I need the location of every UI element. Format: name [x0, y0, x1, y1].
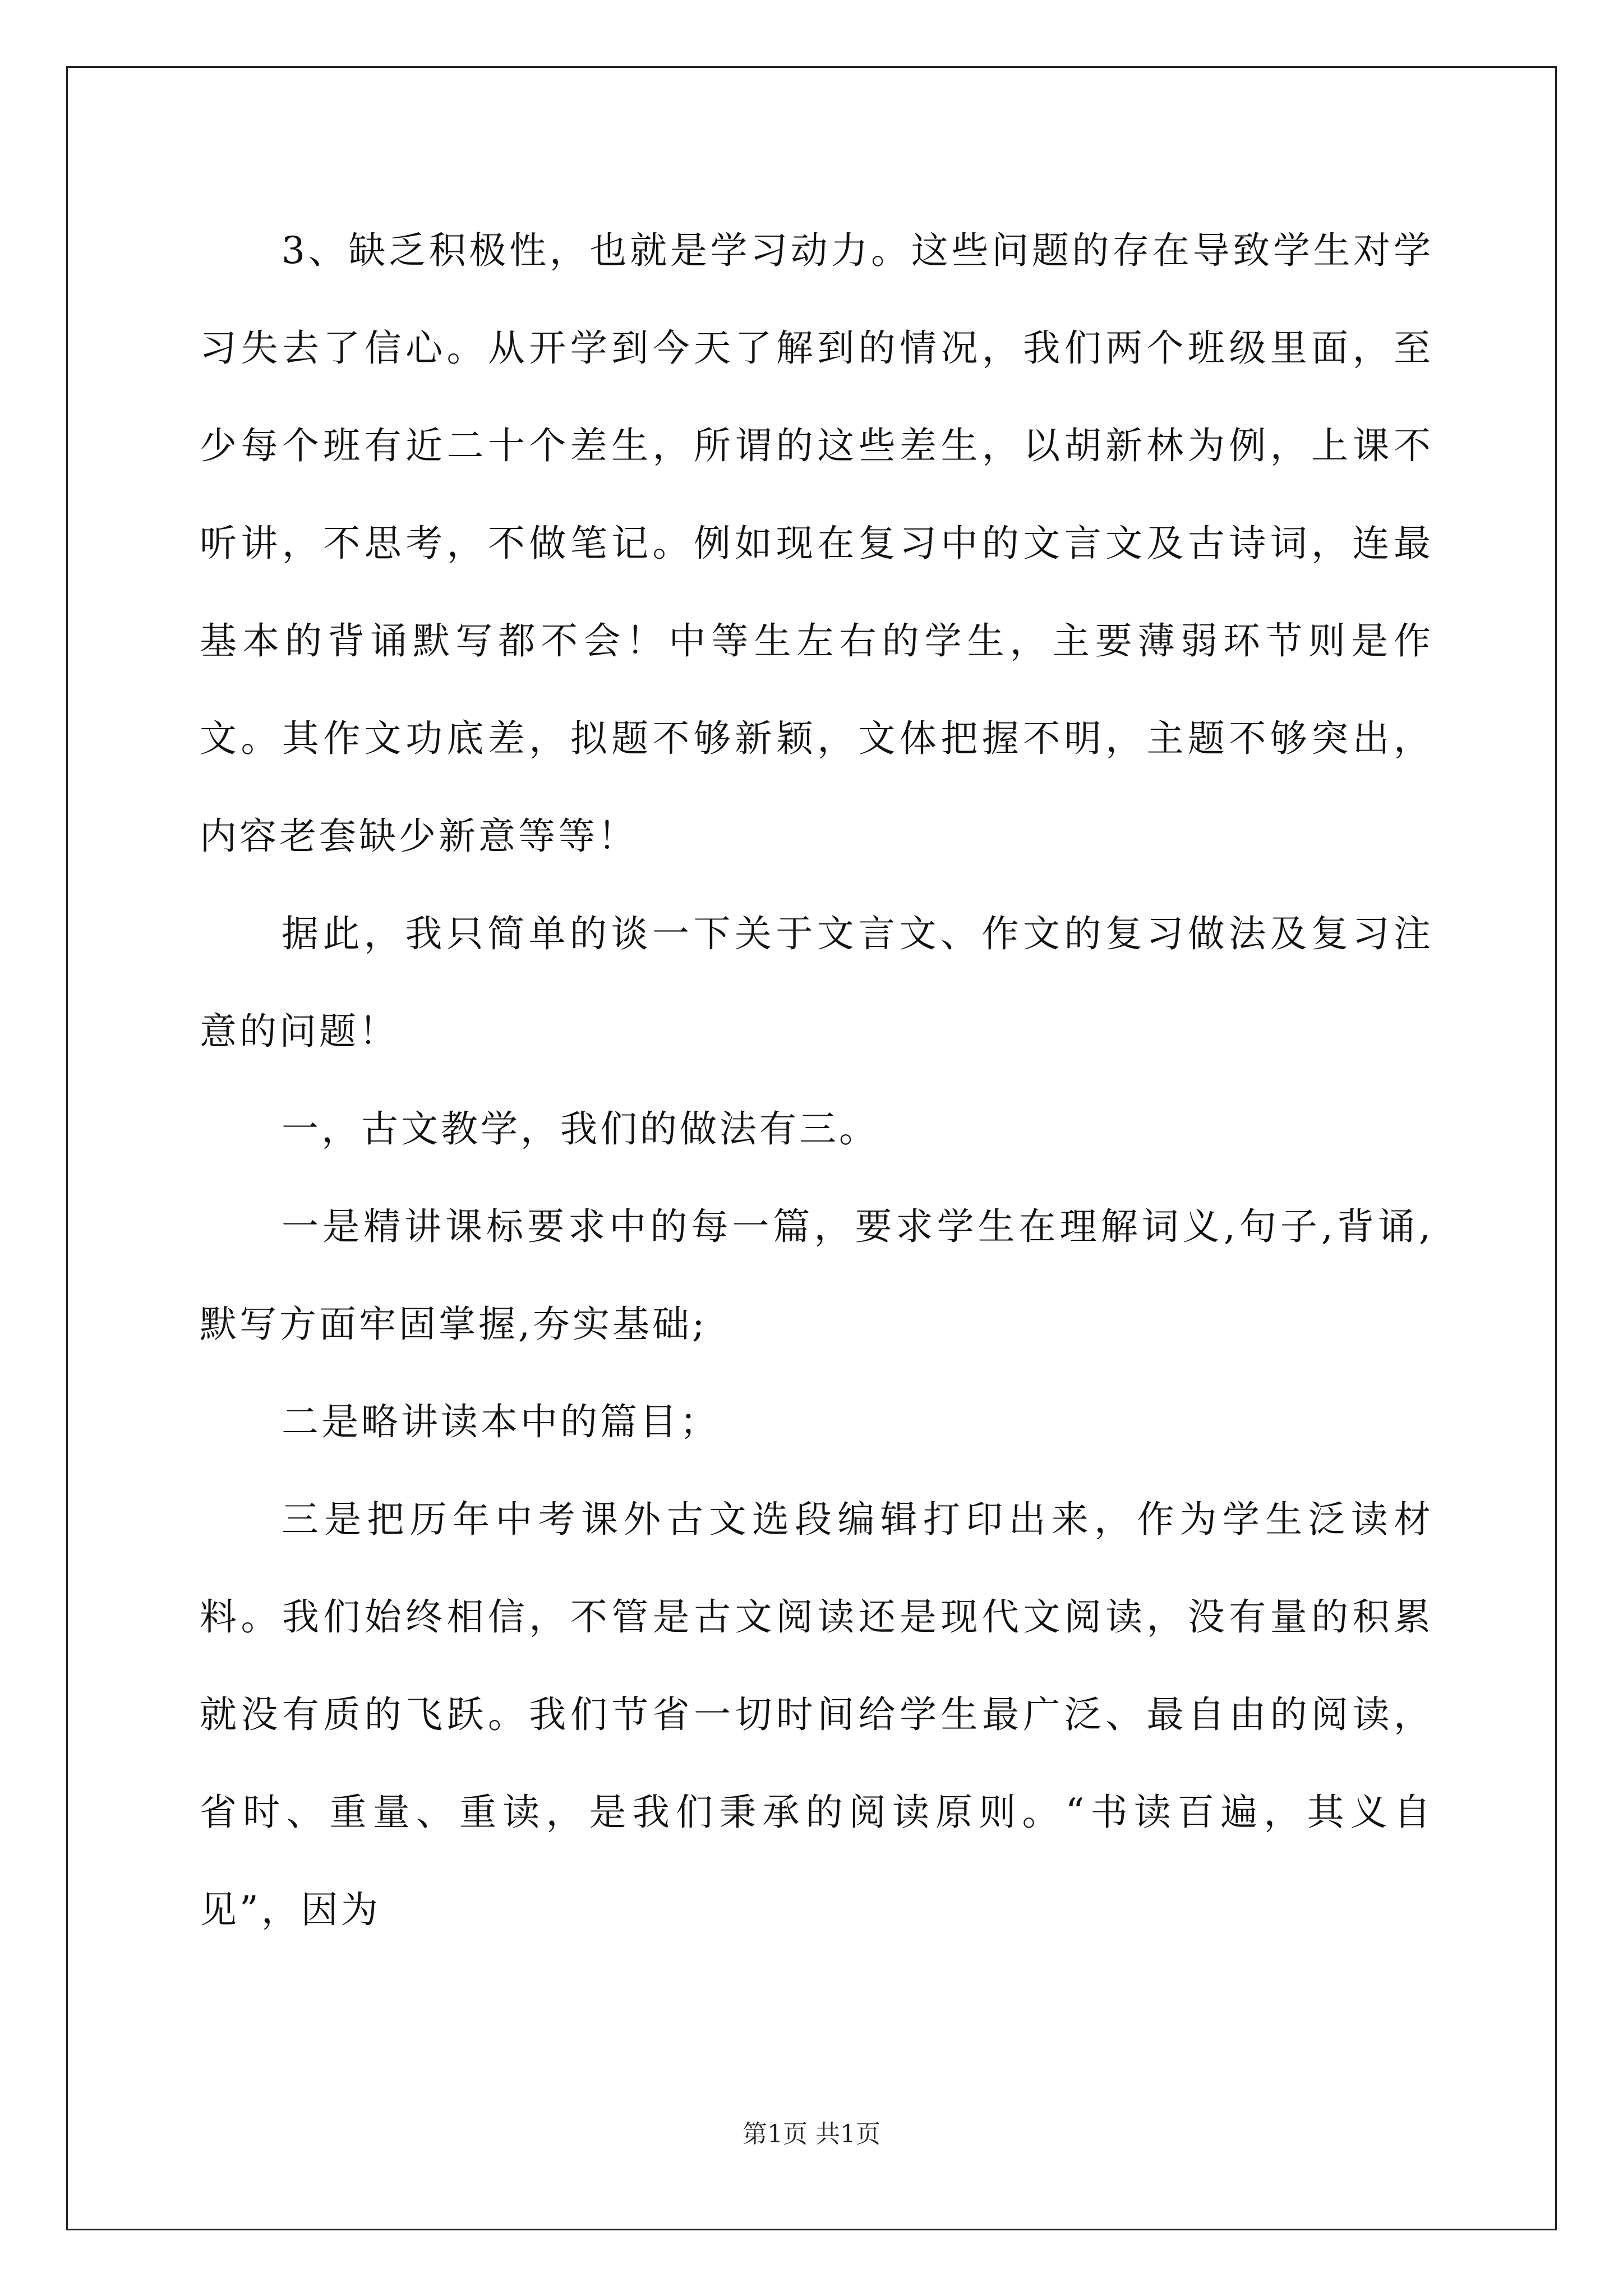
- paragraph-2: 据此，我只简单的谈一下关于文言文、作文的复习做法及复习注意的问题！: [200, 912, 1433, 1053]
- page-number-footer: 第1页 共1页: [743, 2120, 880, 2148]
- paragraph-5: 二是略讲读本中的篇目；: [282, 1400, 720, 1443]
- paragraph-1: 3、缺乏积极性，也就是学习动力。这些问题的存在导致学生对学习失去了信心。从开学到今天了解到的情况，我们两个班级里面，至少每个班有近二十个差生，所谓的这些差生，以胡新林为例，上课不听讲，不思考，不做笔记。例如现在复习中的文言文及古诗词，连最基本的背诵默写都不会！中等生左右的学生，主要薄弱环节则是作文。其作文功底差，拟题不够新颖，文体把握不明，主题不够突出，内容老套缺少新意等等！: [200, 229, 1433, 858]
- document-body: [200, 202, 1433, 1959]
- paragraph-4: 一是精讲课标要求中的每一篇，要求学生在理解词义,句子,背诵,默写方面牢固掌握,夯实基础;: [200, 1205, 1433, 1346]
- paragraph-3: 一，古文教学，我们的做法有三。: [282, 1107, 879, 1151]
- paragraph-6: 三是把历年中考课外古文选段编辑打印出来，作为学生泛读材料。我们始终相信，不管是古文阅读还是现代文阅读，没有量的积累就没有质的飞跃。我们节省一切时间给学生最广泛、最自由的阅读，省时、重量、重读，是我们秉承的阅读原则。“书读百遍，其义自见”，因为: [200, 1498, 1433, 1931]
